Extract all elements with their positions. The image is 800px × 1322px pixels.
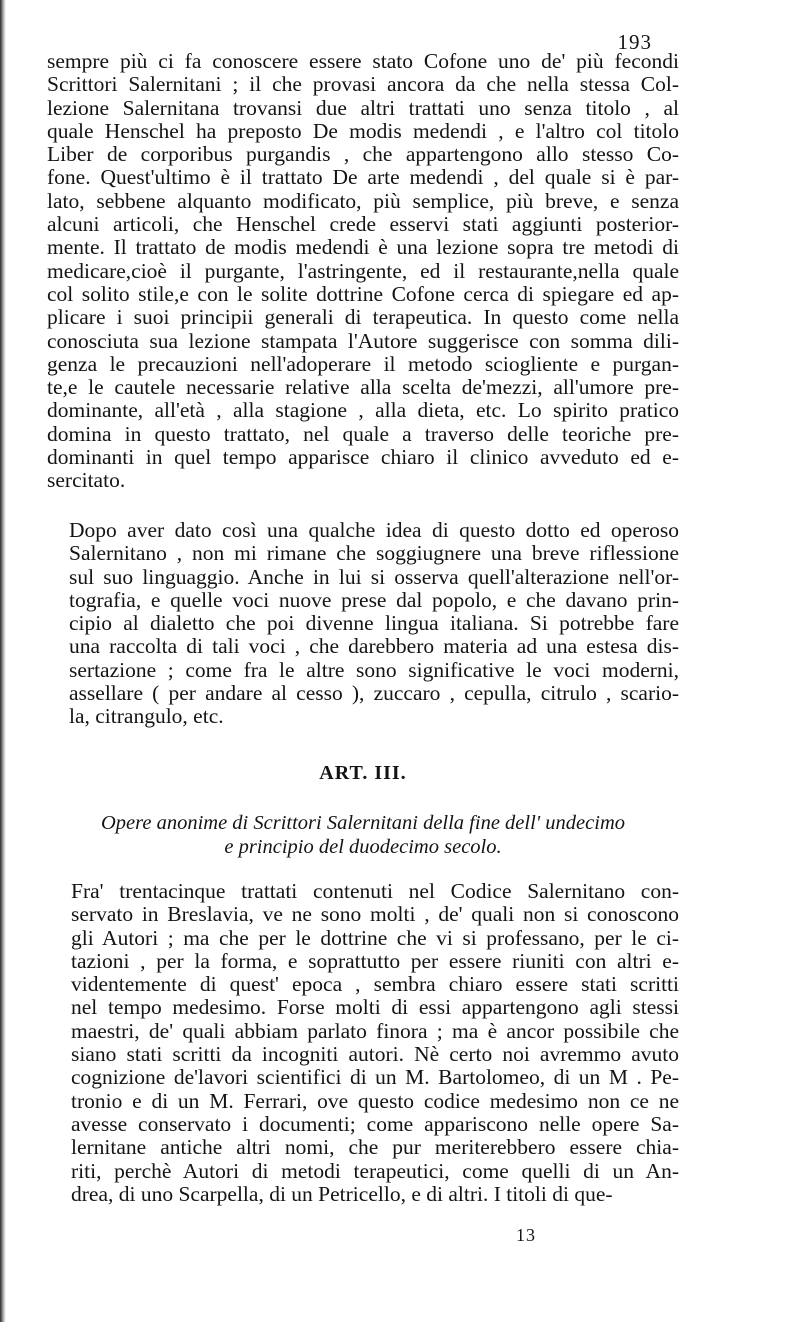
text-line: lezione Salernitana trovansi due altri trattati uno senza titolo , al [47,95,679,120]
text-line: una raccolta di tali voci , che darebbero materia ad una estesa dis- [69,634,679,659]
text-line: conosciuta sua lezione stampata l'Autore suggerisce con somma dili- [47,328,679,353]
text-line: riti, perchè Autori di metodi terapeutici, come quelli di un An- [71,1158,679,1183]
section-title-line-2: e principio del duodecimo secolo. [224,835,502,858]
text-line: plicare i suoi principii generali di terapeutica. In questo come nella [47,305,679,330]
text-line: Fra' trentacinque trattati contenuti nel Codice Salernitano con- [71,879,679,903]
text-line: te,e le cautele necessarie relative alla scelta de'mezzi, all'umore pre- [47,375,679,400]
text-line: medicare,cioè il purgante, l'astringente, ed il restaurante,nella quale [47,258,679,283]
text-line: videntemente di quest' epoca , sembra chiaro essere stati scritti [71,972,679,997]
text-line: gli Autori ; ma che per le dottrine che vi si professano, per le ci- [71,925,679,950]
text-line: dominanti in quel tempo apparisce chiaro il clinico avveduto ed e- [47,445,679,470]
text-line: Dopo aver dato così una qualche idea di questo dotto ed operoso [69,518,679,542]
text-line: avesse conservato i documenti; come appariscono nelle opere Sa- [71,1111,679,1136]
text-line: tazioni , per la forma, e soprattutto per essere riuniti con altri e- [71,948,679,973]
paragraph-1 [47,50,679,493]
text-line: maestri, de' quali abbiam parlato finora ; ma è ancor possibile che [71,1018,679,1043]
text-line: assellare ( per andare al cesso ), zuccaro , cepulla, citrulo , scario- [69,681,679,706]
text-line: sertazione ; come fra le altre sono significative le voci moderni, [69,657,679,682]
text-line: la, citrangulo, etc. [69,704,224,729]
text-line: drea, di uno Scarpella, di un Petricello, e di altri. I titoli di que- [71,1181,613,1206]
text-line: col solito stile,e con le solite dottrine Cofone cerca di spiegare ed ap- [47,281,679,306]
article-heading: ART. III. [319,762,407,784]
text-line: Scrittori Salernitani ; il che provasi ancora da che nella stessa Col- [47,72,679,97]
signature-mark: 13 [516,1225,536,1245]
text-line: sercitato. [47,468,126,493]
text-line: siano stati scritti da incogniti autori. Nè certo noi avremmo avuto [71,1042,679,1067]
text-line: cipio al dialetto che poi divenne lingua italiana. Si potrebbe fare [69,611,679,636]
page-number: 193 [617,30,652,54]
section-title [47,812,679,859]
text-line: tografia, e quelle voci nuove prese dal popolo, e che davano prin- [69,587,679,612]
text-line: servato in Breslavia, ve ne sono molti , de' quali non si conoscono [71,902,679,927]
text-line: mente. Il trattato de modis medendi è una lezione sopra tre metodi di [47,235,679,260]
text-line: Liber de corporibus purgandis , che appartengono allo stesso Co- [47,142,679,167]
page-edge-shadow [0,0,6,1322]
paragraph-3 [47,880,679,1206]
text-line: nel tempo medesimo. Forse molti di essi appartengono agli stessi [71,995,679,1020]
section-title-line-1: Opere anonime di Scrittori Salernitani della fine dell' undecimo [100,812,625,834]
text-line: Salernitano , non mi rimane che soggiugnere una breve riflessione [69,541,679,566]
text-line: tronio e di un M. Ferrari, ove questo codice medesimo non ce ne [71,1088,679,1113]
text-line: dominante, all'età , alla stagione , alla dieta, etc. Lo spirito pratico [47,398,679,423]
text-line: domina in questo trattato, nel quale a traverso delle teoriche pre- [47,421,679,446]
text-line: alcuni articoli, che Henschel crede esservi stati aggiunti posterior- [47,212,679,237]
text-line: sul suo linguaggio. Anche in lui si osserva quell'alterazione nell'or- [69,564,679,589]
text-line: lernitane antiche altri nomi, che pur meriterebbero essere chia- [71,1135,679,1160]
text-line: sempre più ci fa conoscere essere stato Cofone uno de' più fecondi [47,49,679,73]
text-line: quale Henschel ha preposto De modis medendi , e l'altro col titolo [47,118,679,143]
text-line: genza le precauzioni nell'adoperare il metodo sciogliente e purgan- [47,351,679,376]
paragraph-2 [47,519,679,729]
text-line: fone. Quest'ultimo è il trattato De arte medendi , del quale si è par- [47,165,679,190]
text-line: cognizione de'lavori scientifici di un M. Bartolomeo, di un M . Pe- [71,1065,679,1090]
text-line: lato, sebbene alquanto modificato, più semplice, più breve, e senza [47,188,679,213]
